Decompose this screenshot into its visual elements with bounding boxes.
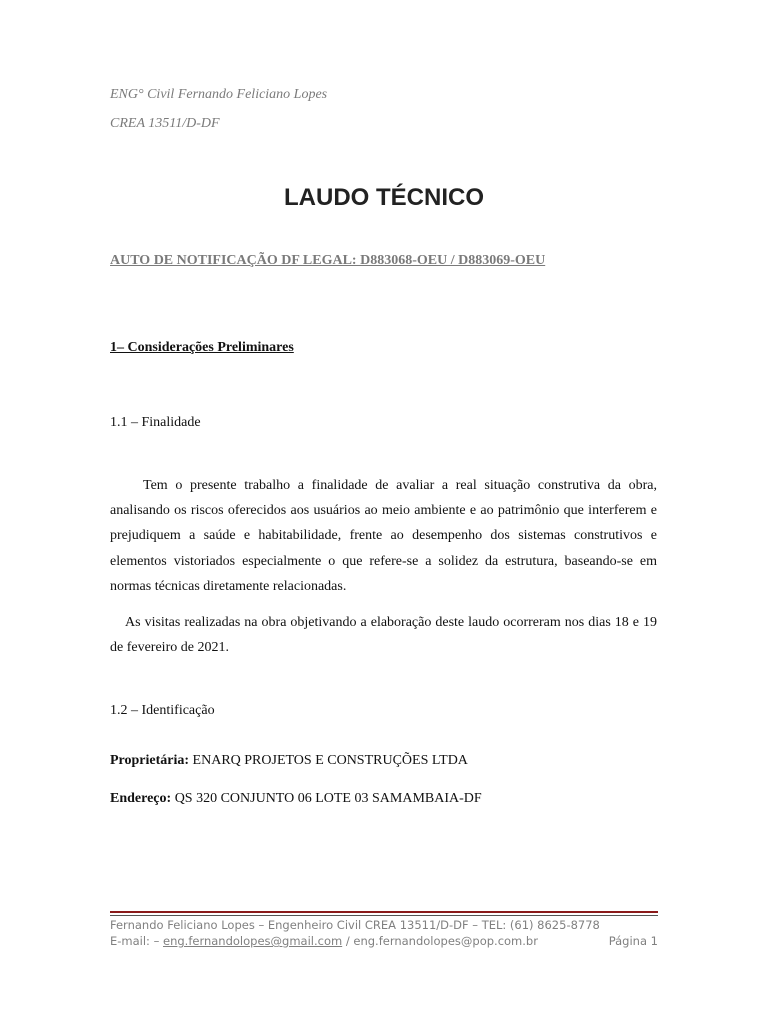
footer-email-secondary: eng.fernandolopes@pop.com.br: [353, 934, 538, 948]
footer-divider: [110, 911, 658, 913]
address-label: Endereço:: [110, 791, 172, 806]
subsection-finalidade: 1.1 – Finalidade: [110, 415, 201, 430]
footer-email-link[interactable]: eng.fernandolopes@gmail.com: [163, 934, 343, 948]
document-title: LAUDO TÉCNICO: [284, 184, 484, 211]
footer-divider-thin: [110, 915, 658, 916]
paragraph-visitas: As visitas realizadas na obra objetivando a elaboração deste laudo ocorreram nos dias 18 e 19 de fevereiro de 2021.: [110, 615, 657, 656]
notification-reference: AUTO DE NOTIFICAÇÃO DF LEGAL: D883068-OEU / D883069-OEU: [110, 253, 546, 268]
address-field: [110, 791, 482, 807]
owner-label: Proprietária:: [110, 753, 190, 768]
header-crea: CREA 13511/D-DF: [110, 116, 220, 131]
header-engineer-name: ENG° Civil Fernando Feliciano Lopes: [110, 87, 328, 102]
footer-email-separator: /: [342, 934, 354, 948]
address-value: QS 320 CONJUNTO 06 LOTE 03 SAMAMBAIA-DF: [171, 791, 482, 806]
page-number: Página 1: [608, 934, 658, 948]
owner-value: ENARQ PROJETOS E CONSTRUÇÕES LTDA: [189, 753, 468, 768]
paragraph-finalidade: Tem o presente trabalho a finalidade de avaliar a real situação construtiva da obra, analisando os riscos oferecidos aos usuários ao meio ambiente e ao patrimônio que interferem e prejudiquem a saúde e habitabilidade, frente ao desempenho dos sistemas construtivos e elementos vistoriados especialmente o que refere-se a solidez da estrutura, baseando-se em normas técnicas diretamente relacionadas.: [110, 478, 657, 594]
footer-email-line: [110, 934, 658, 948]
owner-field: [110, 753, 468, 769]
footer-email-prefix: E-mail: –: [110, 934, 163, 948]
section-heading: 1– Considerações Preliminares: [110, 340, 294, 355]
subsection-identificacao: 1.2 – Identificação: [110, 703, 215, 718]
footer-contact-line: Fernando Feliciano Lopes – Engenheiro Civil CREA 13511/D-DF – TEL: (61) 8625-8778: [110, 918, 600, 932]
